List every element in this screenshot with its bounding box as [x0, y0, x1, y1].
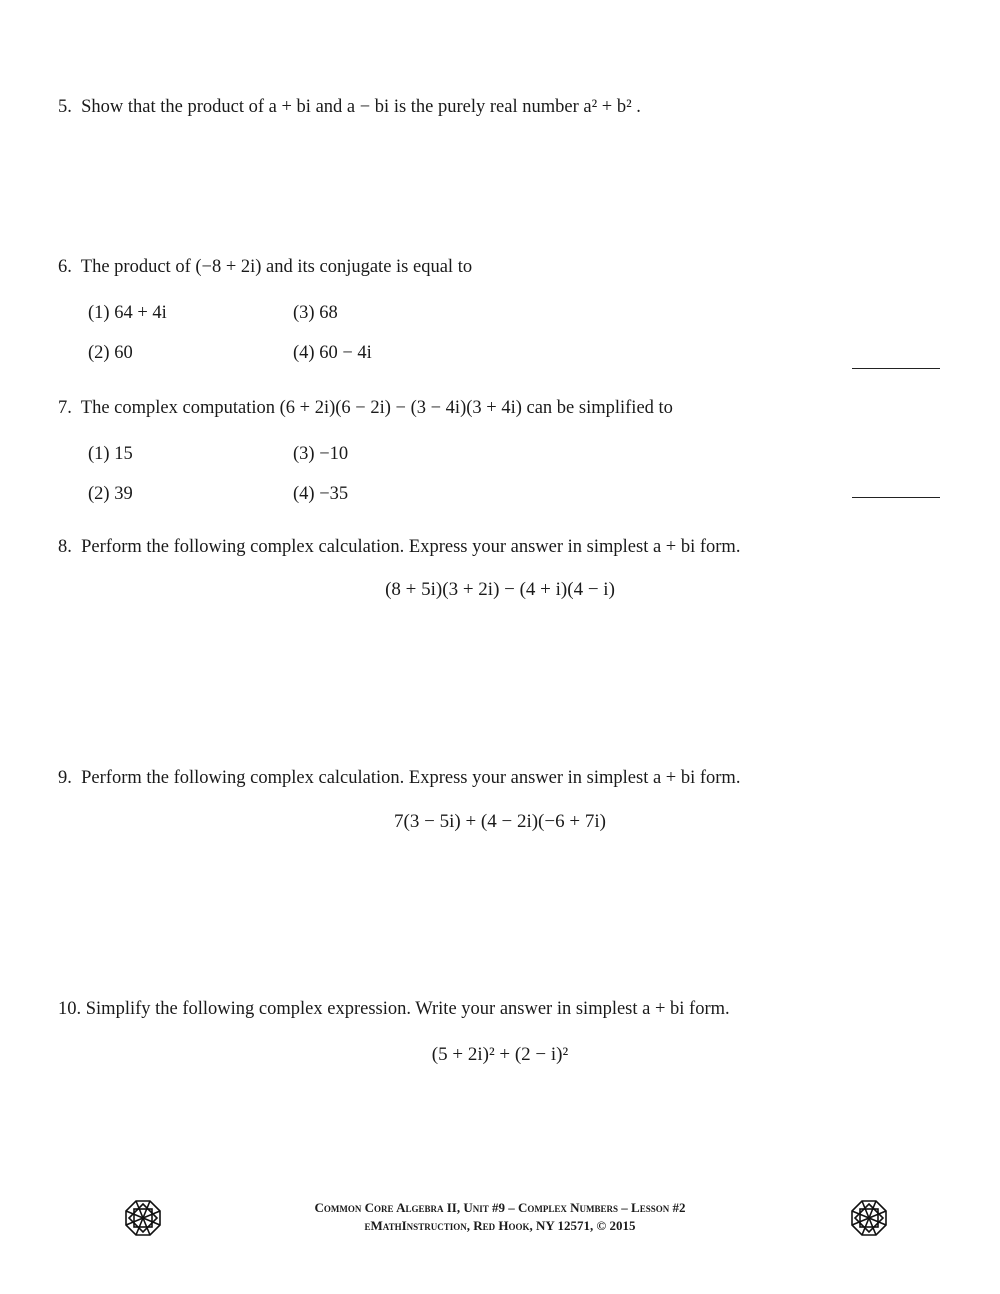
- choice: (1) 15: [88, 444, 133, 464]
- footer-line-2: eMathInstruction, Red Hook, NY 12571, © 2015: [364, 1218, 636, 1233]
- question-text: Show that the product of a + bi and a − bi is the purely real number a² + b² .: [81, 97, 641, 117]
- choice: (4) 60 − 4i: [293, 343, 372, 363]
- question-8: [58, 537, 740, 558]
- question-number: 9.: [58, 768, 72, 788]
- question-6: [58, 257, 472, 278]
- question-text: Perform the following complex calculation. Express your answer in simplest a + bi form.: [81, 768, 741, 788]
- question-10: [58, 999, 730, 1020]
- choice: (4) −35: [293, 484, 349, 504]
- question-text: The complex computation (6 + 2i)(6 − 2i) − (3 − 4i)(3 + 4i) can be simplified to: [80, 398, 673, 418]
- choice: (2) 60: [88, 343, 133, 363]
- expression: (5 + 2i)² + (2 − i)²: [431, 1044, 569, 1065]
- question-7: [58, 398, 673, 419]
- question-5: [58, 97, 641, 118]
- question-text: Simplify the following complex expression. Write your answer in simplest a + bi form.: [85, 999, 730, 1019]
- choice: (3) 68: [293, 303, 338, 323]
- question-number: 10.: [58, 999, 82, 1019]
- choice: (1) 64 + 4i: [88, 303, 167, 323]
- question-text: The product of (−8 + 2i) and its conjugate is equal to: [80, 257, 473, 277]
- question-text: Perform the following complex calculation. Express your answer in simplest a + bi form.: [81, 537, 741, 557]
- question-number: 6.: [58, 257, 72, 277]
- choice: (3) −10: [293, 444, 349, 464]
- question-number: 8.: [58, 537, 72, 557]
- question-9: [58, 768, 740, 789]
- question-number: 5.: [58, 97, 72, 117]
- question-number: 7.: [58, 398, 72, 418]
- choice: (2) 39: [88, 484, 133, 504]
- footer-line-1: Common Core Algebra II, Unit #9 – Complex Numbers – Lesson #2: [314, 1200, 686, 1215]
- expression: (8 + 5i)(3 + 2i) − (4 + i)(4 − i): [385, 579, 615, 600]
- answer-line[interactable]: [852, 368, 940, 369]
- expression: 7(3 − 5i) + (4 − 2i)(−6 + 7i): [394, 811, 606, 832]
- answer-line[interactable]: [852, 497, 940, 498]
